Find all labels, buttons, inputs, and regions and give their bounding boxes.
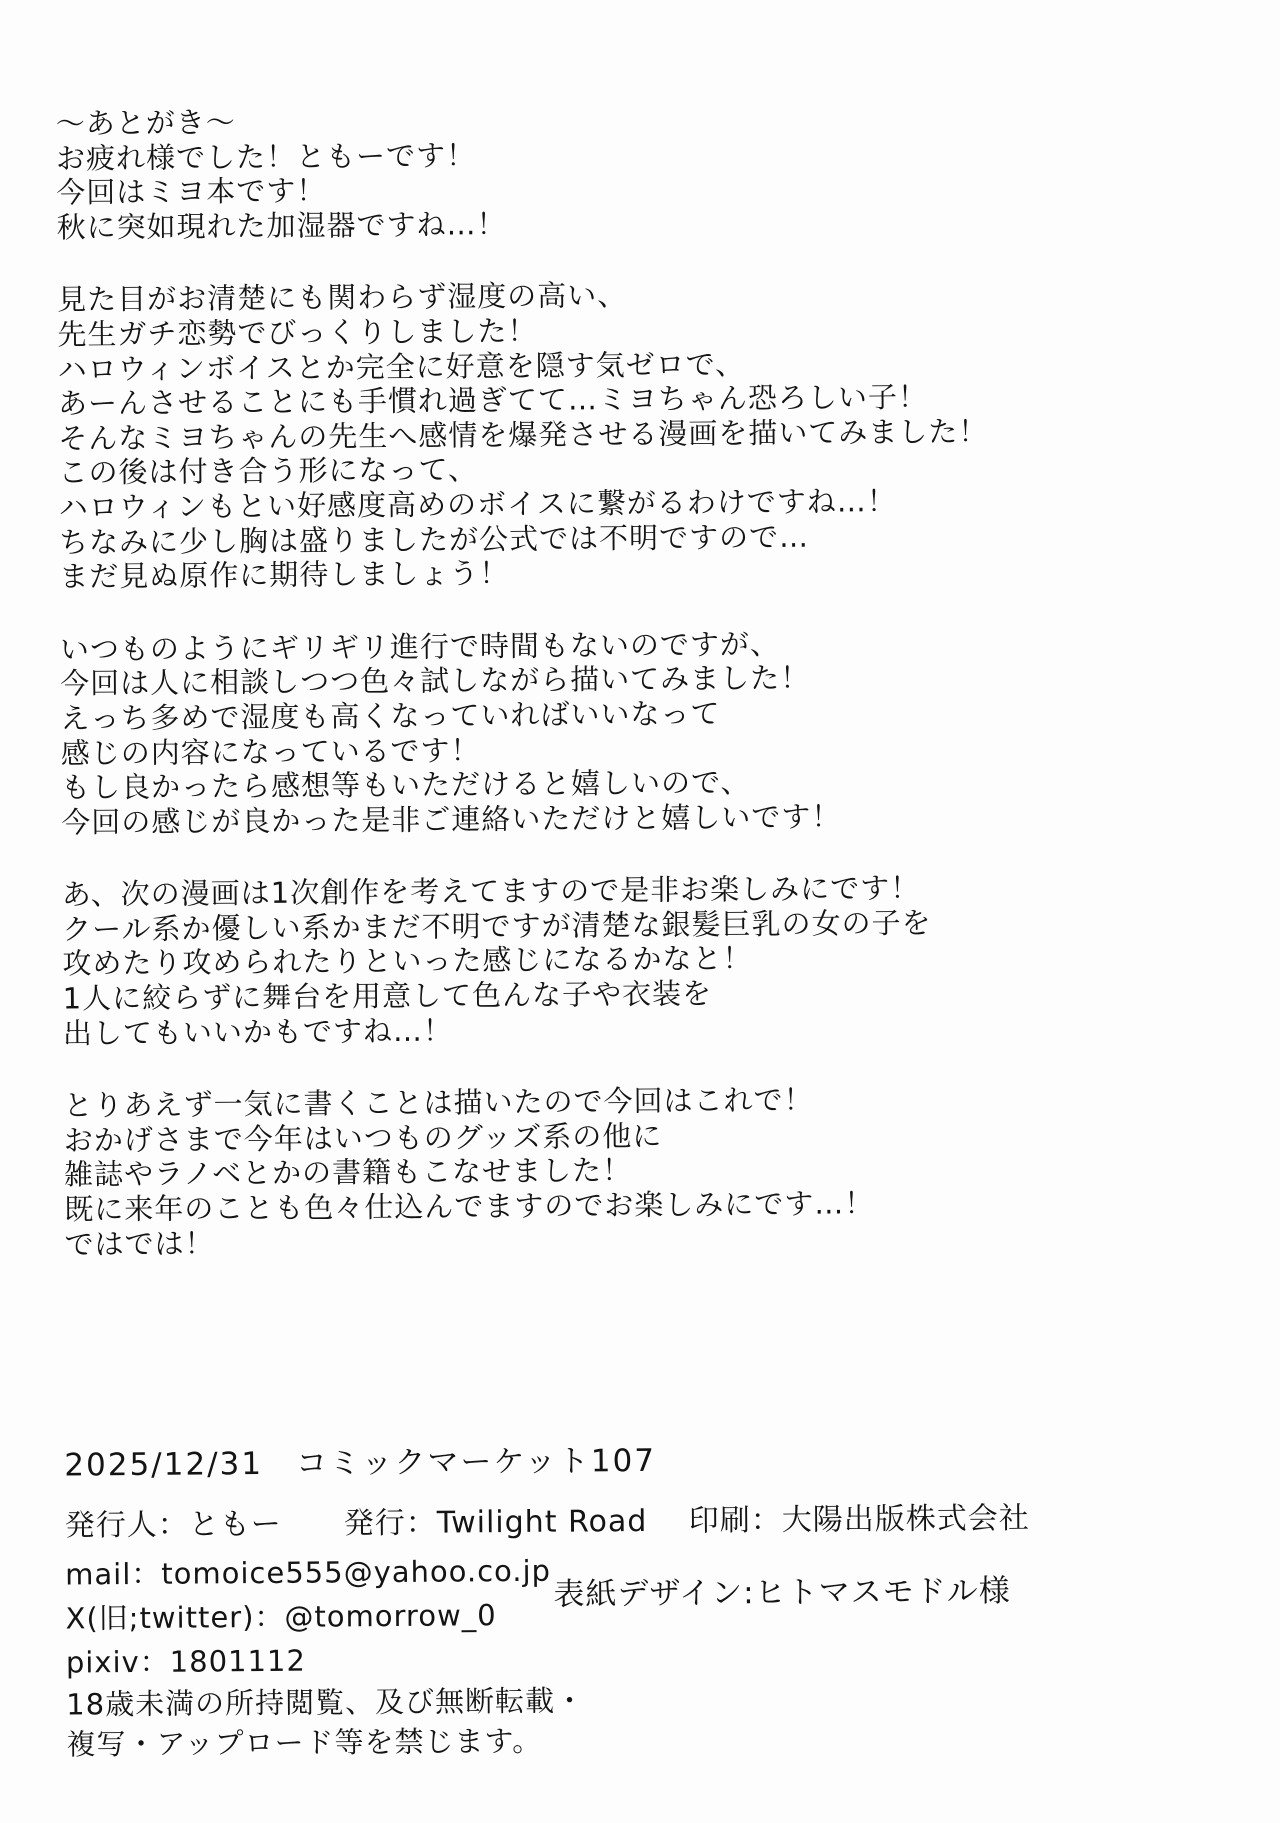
afterword-line: 今回は人に相談しつつ色々試しながら描いてみました！ [60, 660, 811, 701]
afterword-line: いつものようにギリギリ進行で時間もないのですが、 [59, 626, 781, 667]
afterword-line: 出してもいいかもですね…！ [62, 1013, 454, 1051]
afterword-line: お疲れ様でした！ともーです！ [55, 137, 477, 176]
afterword-line: ちなみに少し胸は盛りましたが公式では不明ですので… [58, 519, 810, 560]
afterword-paragraph [57, 274, 1209, 594]
cover-design-credit-line: 表紙デザイン:ヒトマスモドル様 [553, 1573, 1011, 1613]
afterword-line: 雑誌やラノベとかの書籍もこなせました！ [63, 1153, 633, 1192]
afterword-paragraph [63, 1080, 1214, 1262]
afterword-line: 今回はミヨ本です！ [56, 173, 327, 210]
colophon-block [64, 1431, 1227, 1764]
mail-address-line: mail：tomoice555@yahoo.co.jp [65, 1553, 552, 1592]
afterword-line: クール系か優しい系かまだ不明ですが清楚な銀髪巨乳の女の子を [61, 905, 932, 947]
afterword-line: 先生ガチ恋勢でびっくりしました！ [57, 313, 538, 352]
afterword-line: 今回の感じが良かった是非ご連絡いただけと嬉しいです！ [61, 799, 842, 840]
afterword-text-block [56, 98, 1215, 1300]
x-twitter-handle-line: X(旧;twitter)：@tomorrow_0 [65, 1598, 497, 1636]
afterword-paragraph [60, 623, 1212, 840]
afterword-line: ハロウィンボイスとか完全に好意を隠す気ゼロで、 [57, 346, 746, 387]
afterword-line: ではでは！ [64, 1225, 215, 1262]
afterword-paragraph [62, 869, 1213, 1051]
afterword-line: もし良かったら感想等もいただけると嬉しいので、 [60, 765, 751, 805]
afterword-line: 感じの内容になっているです！ [60, 732, 481, 771]
afterword-line: 1人に絞らずに舞台を用意して色んな子や衣装を [62, 976, 713, 1016]
afterword-line: ハロウィンもとい好感度高めのボイスに繋がるわけですね…！ [58, 483, 897, 525]
afterword-line: ～あとがき～ [55, 105, 236, 141]
afterword-line: 見た目がお清楚にも関わらず湿度の高い、 [57, 278, 628, 317]
afterword-line: この後は付き合う形になって、 [58, 452, 479, 490]
pixiv-id-line: pixiv：1801112 [65, 1643, 307, 1680]
afterword-line: えっち多めで湿度も高くなっていればいいなって [60, 696, 721, 736]
afterword-line: おかげさまで今年はいつものグッズ系の他に [63, 1118, 663, 1158]
publisher-line: 発行人：ともー 発行：Twilight Road 印刷：大陽出版株式会社 [64, 1500, 1030, 1544]
afterword-line: まだ見ぬ原作に期待しましょう！ [59, 556, 510, 594]
afterword-line: あーんさせることにも手慣れ過ぎてて…ミヨちゃん恐ろしい子！ [57, 379, 929, 421]
afterword-line: そんなミヨちゃんの先生へ感情を爆発させる漫画を描いてみました！ [58, 414, 989, 456]
afterword-paragraph [56, 98, 1207, 245]
afterword-line: あ、次の漫画は1次創作を考えてますので是非お楽しみにです！ [61, 871, 921, 912]
afterword-line: 秋に突如現れた加湿器ですね…！ [56, 206, 507, 245]
afterword-line: 攻めたり攻められたりといった感じになるかなと！ [62, 941, 753, 982]
afterword-line: とりあえず一気に書くことは描いたので今回はこれで！ [63, 1082, 814, 1123]
age-restriction-notice-line: 18歳未満の所持閲覧、及び無断転載・ [66, 1683, 586, 1722]
afterword-line: 既に来年のことも色々仕込んでますのでお楽しみにです…！ [64, 1186, 875, 1227]
no-reproduction-notice-line: 複写・アップロード等を禁じます。 [66, 1723, 543, 1762]
event-date-line: 2025/12/31 コミックマーケット107 [64, 1442, 657, 1484]
